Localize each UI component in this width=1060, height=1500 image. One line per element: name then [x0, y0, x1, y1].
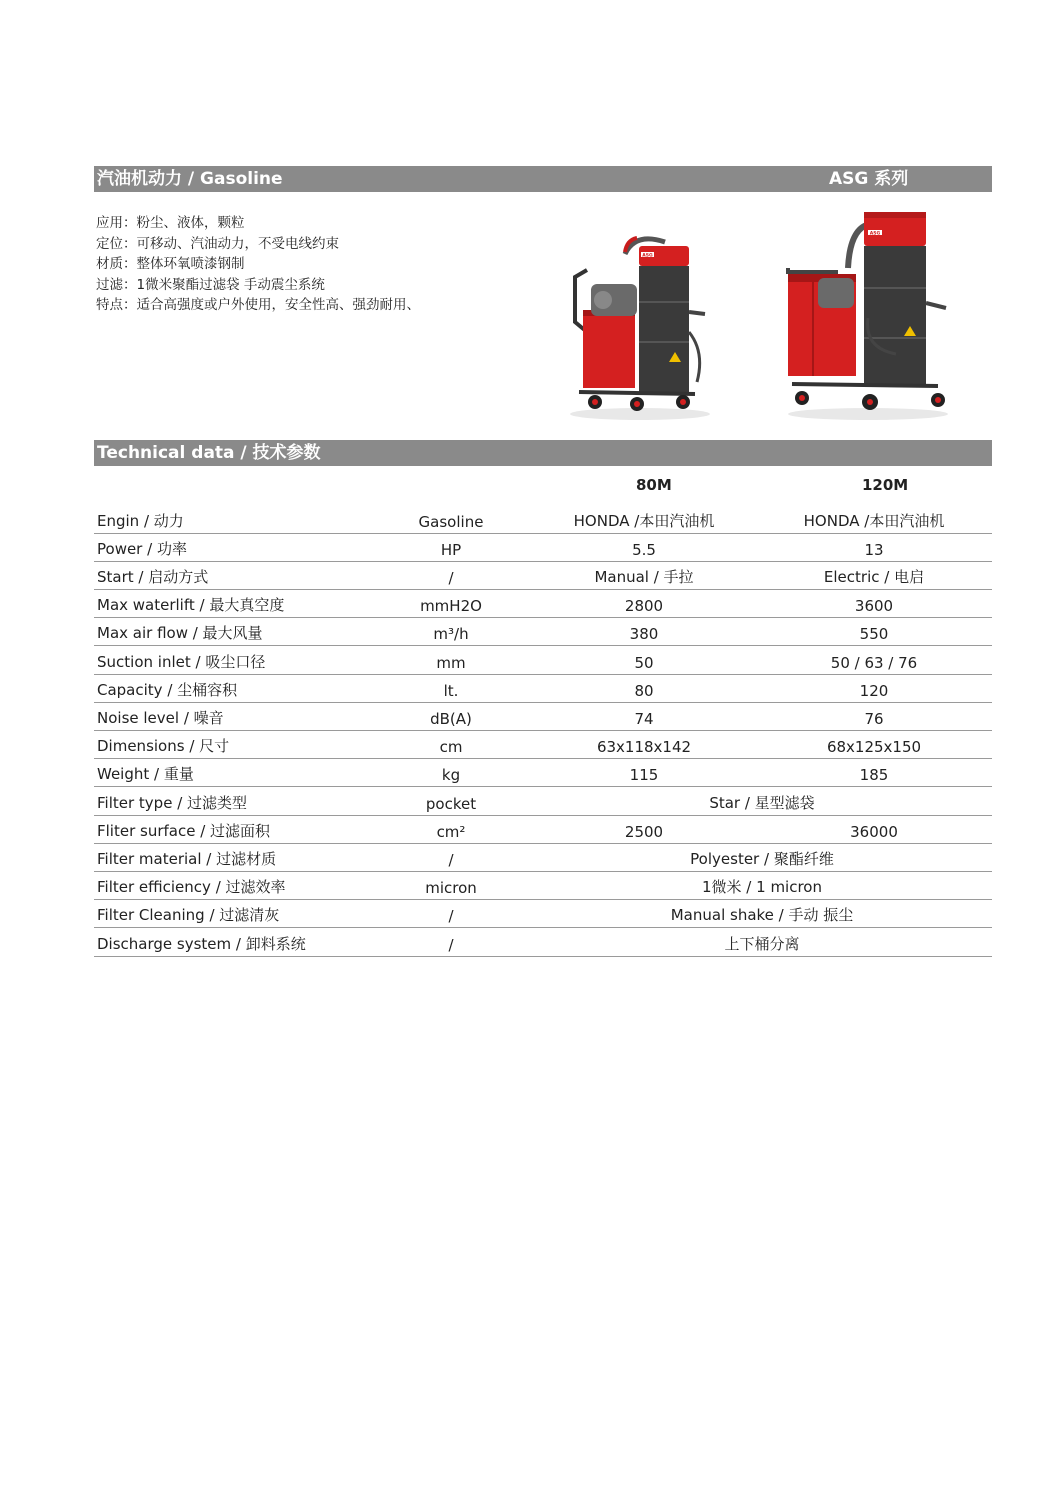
spec-value-80m-text: 5.5	[632, 540, 656, 559]
spec-unit-text: /	[448, 851, 454, 870]
spec-value-120m-text: 3600	[854, 597, 894, 616]
spec-row	[94, 675, 992, 703]
spec-row	[94, 731, 992, 759]
spec-value-shared-text: 1微米 / 1 micron	[702, 878, 822, 897]
spec-label: Capacity / 尘桶容积	[97, 680, 238, 699]
spec-label: Engin / 动力	[97, 511, 184, 530]
spec-value-120m-text: 120	[859, 681, 889, 700]
spec-label: Suction inlet / 吸尘口径	[97, 652, 266, 671]
spec-unit-text: cm²	[436, 822, 466, 841]
spec-unit-text: micron	[425, 879, 477, 898]
spec-value-120m-text: 550	[859, 625, 889, 644]
spec-label: Weight / 重量	[97, 765, 194, 784]
spec-value-120m-text: 13	[864, 540, 884, 559]
spec-row	[94, 618, 992, 646]
spec-value-80m-text: 115	[629, 766, 659, 785]
spec-value-120m-text: 36000	[850, 822, 898, 841]
machine-logo-1: ASG	[642, 253, 653, 259]
spec-value-120m-text: Electric / 电启	[823, 568, 925, 587]
spec-value-80m-text: 2500	[624, 822, 664, 841]
spec-value-120m-text: 76	[864, 710, 884, 729]
spec-value-80m-text: 2800	[624, 597, 664, 616]
spec-row	[94, 872, 992, 900]
spec-row	[94, 534, 992, 562]
spec-value-80m-text: 63x118x142	[596, 738, 692, 757]
spec-unit-text: HP	[440, 540, 462, 559]
spec-row	[94, 506, 992, 534]
spec-label: Filter type / 过滤类型	[97, 793, 248, 812]
spec-value-80m-text: 74	[634, 710, 654, 729]
spec-label: Discharge system / 卸料系统	[97, 934, 306, 953]
spec-label: Dimensions / 尺寸	[97, 737, 230, 756]
machine-logo-2: ASG	[869, 231, 881, 237]
spec-unit-text: lt.	[443, 681, 459, 700]
section-header-gasoline	[94, 166, 992, 192]
spec-label: Power / 功率	[97, 539, 187, 558]
spec-row	[94, 562, 992, 590]
spec-value-shared-text: Star / 星型滤袋	[709, 793, 815, 812]
spec-unit-text: cm	[439, 738, 463, 757]
spec-label: Start / 启动方式	[97, 568, 209, 587]
intro-line-filter: 过滤：1微米聚酯过滤袋 手动震尘系统	[96, 276, 325, 293]
spec-row	[94, 703, 992, 731]
spec-unit-text: /	[448, 935, 454, 954]
spec-value-80m-text: 50	[634, 653, 654, 672]
spec-value-shared-text: Polyester / 聚酯纤维	[690, 850, 834, 869]
series-label: ASG 系列	[829, 169, 909, 189]
spec-label: Filter efficiency / 过滤效率	[97, 878, 286, 897]
spec-label: Filter Cleaning / 过滤清灰	[97, 906, 280, 925]
vacuum-120m-image	[778, 208, 953, 422]
section-title: 汽油机动力 / Gasoline	[97, 169, 283, 189]
intro-text	[96, 213, 420, 316]
spec-label: Fliter surface / 过滤面积	[97, 821, 271, 840]
spec-unit-text: Gasoline	[418, 512, 484, 531]
spec-row	[94, 788, 992, 816]
spec-value-120m-text: 68x125x150	[826, 738, 922, 757]
spec-row	[94, 647, 992, 675]
spec-value-120m-text: 50 / 63 / 76	[830, 653, 918, 672]
vacuum-80m-image	[565, 222, 715, 422]
spec-row	[94, 900, 992, 928]
spec-row	[94, 590, 992, 618]
spec-label: Filter material / 过滤材质	[97, 850, 277, 869]
spec-unit-text: mm	[436, 653, 466, 672]
model-header-80m: 80M	[636, 476, 672, 494]
intro-line-features: 特点：适合高强度或户外使用，安全性高、强劲耐用、	[96, 297, 420, 313]
spec-label: Max waterlift / 最大真空度	[97, 596, 285, 615]
spec-value-shared-text: Manual shake / 手动 振尘	[670, 906, 854, 925]
spec-row	[94, 929, 992, 957]
spec-value-120m-text: HONDA /本田汽油机	[803, 511, 945, 530]
spec-value-80m-text: 80	[634, 681, 654, 700]
spec-unit-text: m³/h	[433, 625, 469, 644]
spec-label: Max air flow / 最大风量	[97, 624, 263, 643]
spec-value-80m-text: Manual / 手拉	[594, 568, 694, 587]
model-header-120m: 120M	[862, 476, 909, 494]
spec-unit-text: pocket	[425, 794, 477, 813]
spec-unit-text: kg	[441, 766, 461, 785]
spec-unit-text: mmH2O	[420, 597, 482, 616]
spec-unit-text: dB(A)	[430, 710, 472, 729]
spec-value-80m-text: HONDA /本田汽油机	[573, 511, 715, 530]
spec-row	[94, 844, 992, 872]
spec-row	[94, 759, 992, 787]
section-header-technical-data	[94, 440, 992, 466]
spec-value-120m-text: 185	[859, 766, 889, 785]
spec-unit-text: /	[448, 569, 454, 588]
spec-value-80m-text: 380	[629, 625, 659, 644]
intro-line-application: 应用：粉尘、液体，颗粒	[96, 215, 245, 231]
tech-data-title: Technical data / 技术参数	[97, 443, 321, 463]
spec-label: Noise level / 噪音	[97, 709, 224, 728]
intro-line-positioning: 定位：可移动、汽油动力，不受电线约束	[96, 235, 339, 252]
spec-unit-text: /	[448, 907, 454, 926]
spec-row	[94, 816, 992, 844]
intro-line-material: 材质：整体环氧喷漆钢制	[96, 256, 245, 272]
spec-value-shared-text: 上下桶分离	[724, 934, 800, 953]
